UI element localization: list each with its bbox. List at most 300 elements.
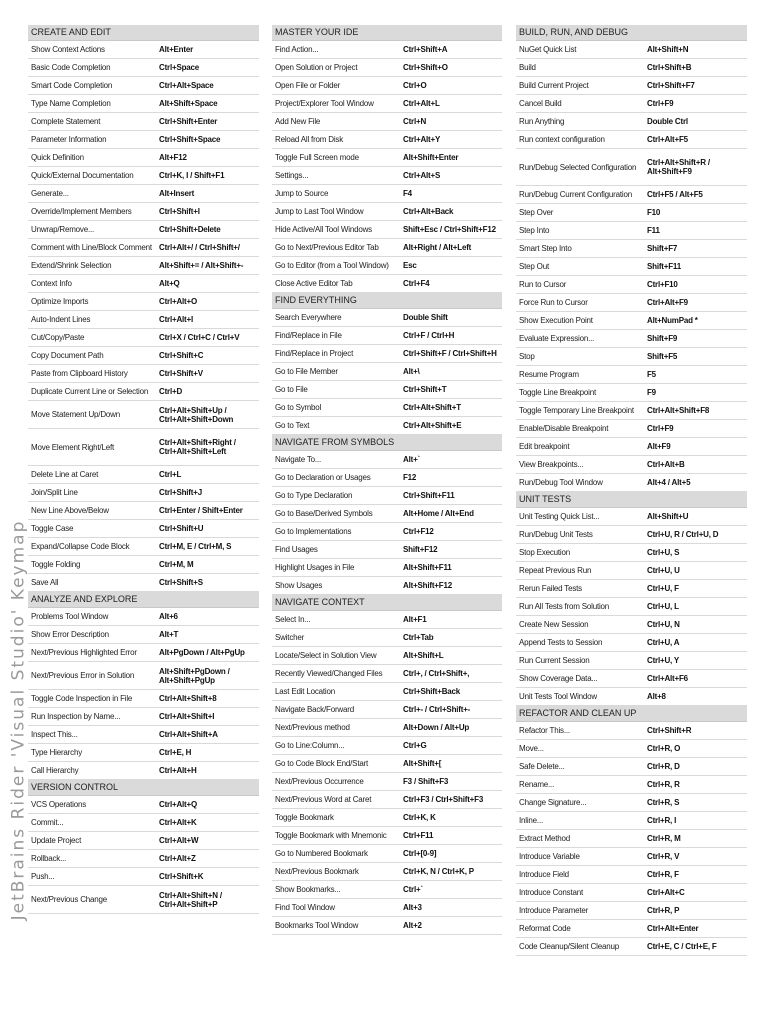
shortcut-action: Toggle Folding [31, 560, 81, 569]
shortcut-action: Call Hierarchy [31, 766, 79, 775]
shortcut-row [28, 311, 259, 329]
shortcut-key-line: Ctrl+` [403, 885, 423, 894]
shortcut-keys [647, 208, 747, 217]
shortcut-key-line: Ctrl+R, O [647, 744, 681, 753]
shortcut-row [516, 938, 747, 956]
shortcut-action: Complete Statement [31, 117, 101, 126]
shortcut-row [516, 652, 747, 670]
shortcut-action: Bookmarks Tool Window [275, 921, 359, 930]
shortcut-action: Next/Previous Word at Caret [275, 795, 372, 804]
shortcut-keys [403, 421, 502, 430]
shortcut-key-line: Ctrl+Shift+R [647, 726, 692, 735]
shortcut-action: Toggle Bookmark with Mnemonic [275, 831, 387, 840]
shortcut-key-line: Ctrl+F10 [647, 280, 678, 289]
shortcut-row [28, 574, 259, 592]
shortcut-key-line: Ctrl+Shift+F7 [647, 81, 695, 90]
shortcut-row [516, 312, 747, 330]
shortcut-action: Inspect This... [31, 730, 78, 739]
shortcut-key-line: Alt+Shift+PgUp [159, 675, 215, 685]
shortcut-key-line: Shift+F11 [647, 262, 681, 271]
shortcut-key-line: Ctrl+Alt+F5 [647, 135, 688, 144]
shortcut-row [28, 644, 259, 662]
shortcut-keys [159, 171, 259, 180]
shortcut-action: Next/Previous Error in Solution [31, 671, 135, 680]
shortcut-action: Introduce Parameter [519, 906, 589, 915]
shortcut-key-line: Ctrl+Shift+Delete [159, 225, 221, 234]
shortcut-action: Parameter Information [31, 135, 107, 144]
shortcut-key-line: Ctrl+R, F [647, 870, 679, 879]
shortcut-row [516, 41, 747, 59]
shortcut-key-line: Alt+8 [647, 692, 666, 701]
shortcut-key-line: Ctrl+R, D [647, 762, 680, 771]
shortcut-row [272, 917, 502, 935]
shortcut-keys [159, 506, 259, 515]
shortcut-action: Go to Declaration or Usages [275, 473, 371, 482]
shortcut-action: Delete Line at Caret [31, 470, 99, 479]
shortcut-keys [159, 524, 259, 533]
shortcut-key-line: Ctrl+[0-9] [403, 849, 437, 858]
section-header-navigate-context: NAVIGATE CONTEXT [272, 595, 502, 611]
shortcut-key-line: Ctrl+, / Ctrl+Shift+, [403, 669, 470, 678]
shortcut-keys [647, 280, 747, 289]
shortcut-keys [403, 455, 502, 464]
shortcut-keys [647, 816, 747, 825]
shortcut-action: Rollback... [31, 854, 67, 863]
shortcut-keys [159, 712, 259, 721]
shortcut-key-line: Ctrl+G [403, 741, 427, 750]
shortcut-action: Navigate To... [275, 455, 321, 464]
shortcut-key-line: Ctrl+Alt+Shift+I [159, 712, 215, 721]
shortcut-key-line: Ctrl+Shift+Enter [159, 117, 218, 126]
shortcut-keys [647, 226, 747, 235]
shortcut-row [272, 59, 502, 77]
shortcut-key-line: Alt+F9 [647, 442, 671, 451]
shortcut-key-line: Alt+Shift+F11 [403, 563, 452, 572]
shortcut-action: Evaluate Expression... [519, 334, 595, 343]
shortcut-row [516, 149, 747, 186]
shortcut-keys [403, 45, 502, 54]
shortcut-row [516, 670, 747, 688]
shortcut-row [272, 719, 502, 737]
shortcut-keys [403, 189, 502, 198]
shortcut-action: Cut/Copy/Paste [31, 333, 85, 342]
shortcut-row [516, 456, 747, 474]
shortcut-row [272, 881, 502, 899]
shortcut-action: Find Tool Window [275, 903, 335, 912]
shortcut-action: Context Info [31, 279, 72, 288]
shortcut-keys [159, 81, 259, 90]
shortcut-row [516, 420, 747, 438]
shortcut-keys [647, 924, 747, 933]
shortcut-key-line: Ctrl+F3 / Ctrl+Shift+F3 [403, 795, 484, 804]
shortcut-keys [403, 741, 502, 750]
shortcut-keys [647, 99, 747, 108]
shortcut-keys [647, 566, 747, 575]
shortcut-row [272, 773, 502, 791]
section-header-navigate-from-symbols: NAVIGATE FROM SYMBOLS [272, 435, 502, 451]
shortcut-action: Paste from Clipboard History [31, 369, 128, 378]
shortcut-row [516, 526, 747, 544]
shortcut-key-line: Ctrl+Alt+K [159, 818, 197, 827]
shortcut-row [272, 417, 502, 435]
shortcut-row [516, 222, 747, 240]
shortcut-keys [647, 692, 747, 701]
shortcut-action: Step Out [519, 262, 549, 271]
shortcut-row [516, 113, 747, 131]
shortcut-row [272, 41, 502, 59]
shortcut-action: Go to File Member [275, 367, 338, 376]
shortcut-row [28, 383, 259, 401]
shortcut-keys [159, 488, 259, 497]
shortcut-keys [403, 349, 502, 358]
section-header-create-and-edit: CREATE AND EDIT [28, 25, 259, 41]
shortcut-keys [403, 491, 502, 500]
shortcut-row [516, 384, 747, 402]
shortcut-action: Repeat Previous Run [519, 566, 592, 575]
shortcut-action: Append Tests to Session [519, 638, 603, 647]
shortcut-action: Smart Step Into [519, 244, 572, 253]
shortcut-key-line: Ctrl+Shift+Back [403, 687, 461, 696]
shortcut-key-line: Alt+Shift+Enter [403, 153, 459, 162]
shortcut-key-line: Ctrl+Alt+Shift+R / [647, 158, 710, 167]
shortcut-keys [159, 189, 259, 198]
shortcut-key-line: F4 [403, 189, 412, 198]
shortcut-keys [647, 117, 747, 126]
shortcut-row [28, 484, 259, 502]
shortcut-action: Stop [519, 352, 535, 361]
shortcut-row [28, 814, 259, 832]
shortcut-key-line: Ctrl+Alt+Space [159, 81, 214, 90]
shortcut-keys [159, 730, 259, 739]
shortcut-row [272, 167, 502, 185]
shortcut-row [516, 77, 747, 95]
shortcut-keys [403, 545, 502, 554]
shortcut-key-line: Ctrl+Shift+A [403, 45, 448, 54]
shortcut-key-line: Ctrl+Alt+Y [403, 135, 441, 144]
shortcut-key-line: Ctrl+U, U [647, 566, 680, 575]
shortcut-key-line: Ctrl+O [403, 81, 427, 90]
shortcut-keys [159, 45, 259, 54]
shortcut-row [28, 886, 259, 914]
shortcut-action: Run/Debug Current Configuration [519, 190, 632, 199]
shortcut-row [28, 167, 259, 185]
shortcut-keys [403, 225, 502, 234]
shortcut-row [272, 541, 502, 559]
shortcut-action: Auto-Indent Lines [31, 315, 91, 324]
shortcut-keys [647, 45, 747, 54]
shortcut-action: Show Context Actions [31, 45, 105, 54]
shortcut-key-line: Ctrl+Shift+O [403, 63, 448, 72]
shortcut-action: Smart Code Completion [31, 81, 113, 90]
shortcut-keys [403, 171, 502, 180]
shortcut-key-line: Ctrl+M, M [159, 560, 194, 569]
shortcut-key-line: Alt+F12 [159, 153, 187, 162]
shortcut-action: Rerun Failed Tests [519, 584, 582, 593]
shortcut-row [28, 365, 259, 383]
shortcut-keys [647, 726, 747, 735]
shortcut-action: Enable/Disable Breakpoint [519, 424, 609, 433]
shortcut-keys [647, 442, 747, 451]
shortcut-row [516, 95, 747, 113]
shortcut-keys [403, 669, 502, 678]
shortcut-row [28, 726, 259, 744]
shortcut-key-line: Alt+Shift+PgDown / [159, 666, 230, 676]
shortcut-keys [159, 694, 259, 703]
shortcut-action: Go to Type Declaration [275, 491, 353, 500]
shortcut-key-line: Ctrl+Alt+Shift+E [403, 421, 462, 430]
shortcut-key-line: Ctrl+F / Ctrl+H [403, 331, 455, 340]
shortcut-action: Introduce Variable [519, 852, 580, 861]
shortcut-key-line: Ctrl+Shift+U [159, 524, 204, 533]
shortcut-keys [403, 243, 502, 252]
shortcut-keys [647, 638, 747, 647]
shortcut-row [28, 429, 259, 466]
shortcut-key-line: Ctrl+Shift+K [159, 872, 204, 881]
shortcut-action: Show Execution Point [519, 316, 593, 325]
shortcut-action: Run context configuration [519, 135, 605, 144]
shortcut-action: Refactor This... [519, 726, 570, 735]
section-header-unit-tests: UNIT TESTS [516, 492, 747, 508]
shortcut-row [272, 755, 502, 773]
shortcut-action: Find/Replace in Project [275, 349, 354, 358]
shortcut-key-line: Ctrl+Alt+Shift+Left [159, 447, 227, 456]
shortcut-key-line: Alt+T [159, 630, 179, 639]
shortcut-action: Extract Method [519, 834, 571, 843]
shortcut-keys [403, 581, 502, 590]
shortcut-keys [159, 333, 259, 342]
shortcut-row [28, 113, 259, 131]
shortcut-key-line: Ctrl+Shift+Space [159, 135, 221, 144]
shortcut-row [516, 276, 747, 294]
shortcut-row [272, 131, 502, 149]
shortcut-keys [647, 762, 747, 771]
shortcut-key-line: F10 [647, 208, 661, 217]
shortcut-key-line: F3 / Shift+F3 [403, 777, 449, 786]
shortcut-row [272, 221, 502, 239]
shortcut-row [516, 740, 747, 758]
shortcut-row [272, 559, 502, 577]
shortcut-action: Move... [519, 744, 544, 753]
shortcut-action: Settings... [275, 171, 309, 180]
shortcut-key-line: Alt+Enter [159, 45, 193, 54]
shortcut-keys [159, 818, 259, 827]
shortcut-action: Go to Symbol [275, 403, 322, 412]
shortcut-keys [647, 674, 747, 683]
shortcut-key-line: Ctrl+Alt+I [159, 315, 194, 324]
shortcut-row [272, 451, 502, 469]
shortcut-row [272, 683, 502, 701]
shortcut-action: Run Anything [519, 117, 565, 126]
shortcut-key-line: Ctrl+Alt+Back [403, 207, 454, 216]
shortcut-key-line: F5 [647, 370, 656, 379]
shortcut-action: Next/Previous Bookmark [275, 867, 359, 876]
shortcut-action: Update Project [31, 836, 82, 845]
shortcut-action: Run All Tests from Solution [519, 602, 610, 611]
shortcut-key-line: Alt+2 [403, 921, 422, 930]
shortcut-key-line: Ctrl+R, V [647, 852, 680, 861]
shortcut-action: Find/Replace in File [275, 331, 342, 340]
shortcut-keys [403, 615, 502, 624]
shortcut-row [272, 505, 502, 523]
shortcut-key-line: Shift+Esc / Ctrl+Shift+F12 [403, 225, 496, 234]
shortcut-keys [159, 470, 259, 479]
shortcut-row [516, 634, 747, 652]
shortcut-row [516, 508, 747, 526]
shortcut-row [272, 611, 502, 629]
shortcut-keys [403, 527, 502, 536]
shortcut-keys [159, 891, 259, 909]
shortcut-action: Create New Session [519, 620, 589, 629]
shortcut-keys [647, 602, 747, 611]
shortcut-keys [159, 387, 259, 396]
shortcut-key-line: Ctrl+Shift+V [159, 369, 203, 378]
shortcut-key-line: Alt+4 / Alt+5 [647, 478, 691, 487]
shortcut-action: Run/Debug Tool Window [519, 478, 603, 487]
shortcut-keys [403, 795, 502, 804]
shortcut-row [516, 562, 747, 580]
shortcut-row [272, 809, 502, 827]
shortcut-action: Switcher [275, 633, 305, 642]
shortcut-key-line: Esc [403, 261, 417, 270]
shortcut-action: Highlight Usages in File [275, 563, 355, 572]
shortcut-keys [647, 460, 747, 469]
shortcut-keys [647, 406, 747, 415]
shortcut-key-line: Ctrl+F4 [403, 279, 430, 288]
shortcut-action: Edit breakpoint [519, 442, 570, 451]
shortcut-keys [159, 872, 259, 881]
shortcut-keys [647, 478, 747, 487]
shortcut-action: Unwrap/Remove... [31, 225, 95, 234]
shortcut-action: Go to Editor (from a Tool Window) [275, 261, 389, 270]
shortcut-key-line: Ctrl+Shift+F / Ctrl+Shift+H [403, 349, 497, 358]
shortcut-key-line: Ctrl+Shift+C [159, 351, 204, 360]
shortcut-action: Show Coverage Data... [519, 674, 598, 683]
shortcut-keys [403, 563, 502, 572]
shortcut-keys [159, 297, 259, 306]
shortcut-row [516, 544, 747, 562]
shortcut-row [28, 744, 259, 762]
shortcut-key-line: Ctrl+Alt+Shift+Right / [159, 438, 236, 447]
shortcut-key-line: Ctrl+Shift+F11 [403, 491, 455, 500]
shortcut-key-line: Ctrl+Alt+F6 [647, 674, 688, 683]
shortcut-keys [403, 473, 502, 482]
shortcut-row [28, 257, 259, 275]
shortcut-action: Force Run to Cursor [519, 298, 588, 307]
shortcut-key-line: Alt+Home / Alt+End [403, 509, 474, 518]
shortcut-keys [647, 135, 747, 144]
shortcut-action: Copy Document Path [31, 351, 104, 360]
shortcut-row [28, 41, 259, 59]
shortcut-key-line: Ctrl+Alt+W [159, 836, 199, 845]
section-header-build-run-and-debug: BUILD, RUN, AND DEBUG [516, 25, 747, 41]
shortcut-key-line: Ctrl+U, F [647, 584, 679, 593]
shortcut-keys [159, 225, 259, 234]
shortcut-action: Build [519, 63, 536, 72]
shortcut-key-line: Ctrl+L [159, 470, 182, 479]
shortcut-key-line: F11 [647, 226, 660, 235]
shortcut-action: Toggle Case [31, 524, 74, 533]
shortcut-row [272, 257, 502, 275]
shortcut-key-line: Ctrl+U, N [647, 620, 680, 629]
shortcut-action: Run Inspection by Name... [31, 712, 121, 721]
shortcut-row [28, 95, 259, 113]
shortcut-keys [647, 870, 747, 879]
shortcut-row [28, 832, 259, 850]
shortcut-key-line: Ctrl+U, L [647, 602, 679, 611]
shortcut-keys [647, 424, 747, 433]
shortcut-action: Inline... [519, 816, 543, 825]
shortcut-row [28, 401, 259, 429]
shortcut-key-line: Ctrl+Alt+H [159, 766, 197, 775]
shortcut-keys [159, 63, 259, 72]
shortcut-action: Push... [31, 872, 55, 881]
shortcut-action: Add New File [275, 117, 321, 126]
shortcut-keys [159, 766, 259, 775]
shortcut-key-line: Ctrl+Alt+Z [159, 854, 196, 863]
shortcut-key-line: Alt+` [403, 455, 421, 464]
shortcut-action: Close Active Editor Tab [275, 279, 353, 288]
shortcut-keys [647, 798, 747, 807]
shortcut-key-line: Ctrl+U, Y [647, 656, 680, 665]
shortcut-keys [403, 723, 502, 732]
shortcut-key-line: Ctrl+R, P [647, 906, 680, 915]
shortcut-row [272, 149, 502, 167]
shortcut-key-line: Ctrl+Alt+O [159, 297, 198, 306]
shortcut-row [272, 77, 502, 95]
shortcut-row [516, 438, 747, 456]
shortcut-action: Introduce Constant [519, 888, 583, 897]
shortcut-keys [403, 313, 502, 322]
shortcut-row [272, 203, 502, 221]
shortcut-action: Jump to Last Tool Window [275, 207, 364, 216]
shortcut-action: Step Over [519, 208, 554, 217]
shortcut-keys [647, 780, 747, 789]
shortcut-row [516, 866, 747, 884]
shortcut-row [516, 812, 747, 830]
shortcut-keys [403, 759, 502, 768]
shortcut-keys [647, 548, 747, 557]
shortcut-keys [647, 620, 747, 629]
shortcut-key-line: Ctrl+D [159, 387, 183, 396]
shortcut-row [516, 580, 747, 598]
section-header-analyze-and-explore: ANALYZE AND EXPLORE [28, 592, 259, 608]
shortcut-key-line: Alt+\ [403, 367, 420, 376]
shortcut-row [28, 520, 259, 538]
shortcut-action: New Line Above/Below [31, 506, 109, 515]
shortcut-keys [403, 705, 502, 714]
shortcut-action: Commit... [31, 818, 64, 827]
shortcut-action: Go to Next/Previous Editor Tab [275, 243, 379, 252]
shortcut-keys [403, 135, 502, 144]
shortcut-key-line: Shift+F12 [403, 545, 438, 554]
shortcut-row [272, 327, 502, 345]
shortcut-key-line: Ctrl+R, I [647, 816, 677, 825]
shortcut-action: Go to Text [275, 421, 310, 430]
shortcut-keys [647, 316, 747, 325]
shortcut-action: Open Solution or Project [275, 63, 358, 72]
column-3 [516, 25, 747, 956]
shortcut-keys [647, 530, 747, 539]
shortcut-row [28, 796, 259, 814]
shortcut-key-line: Ctrl+Alt+Shift+F8 [647, 406, 710, 415]
shortcut-keys [403, 687, 502, 696]
shortcut-keys [159, 438, 259, 456]
shortcut-action: Go to Base/Derived Symbols [275, 509, 373, 518]
shortcut-keys [647, 584, 747, 593]
shortcut-key-line: Ctrl+Space [159, 63, 200, 72]
shortcut-row [28, 708, 259, 726]
shortcut-action: Move Element Right/Left [31, 442, 114, 452]
